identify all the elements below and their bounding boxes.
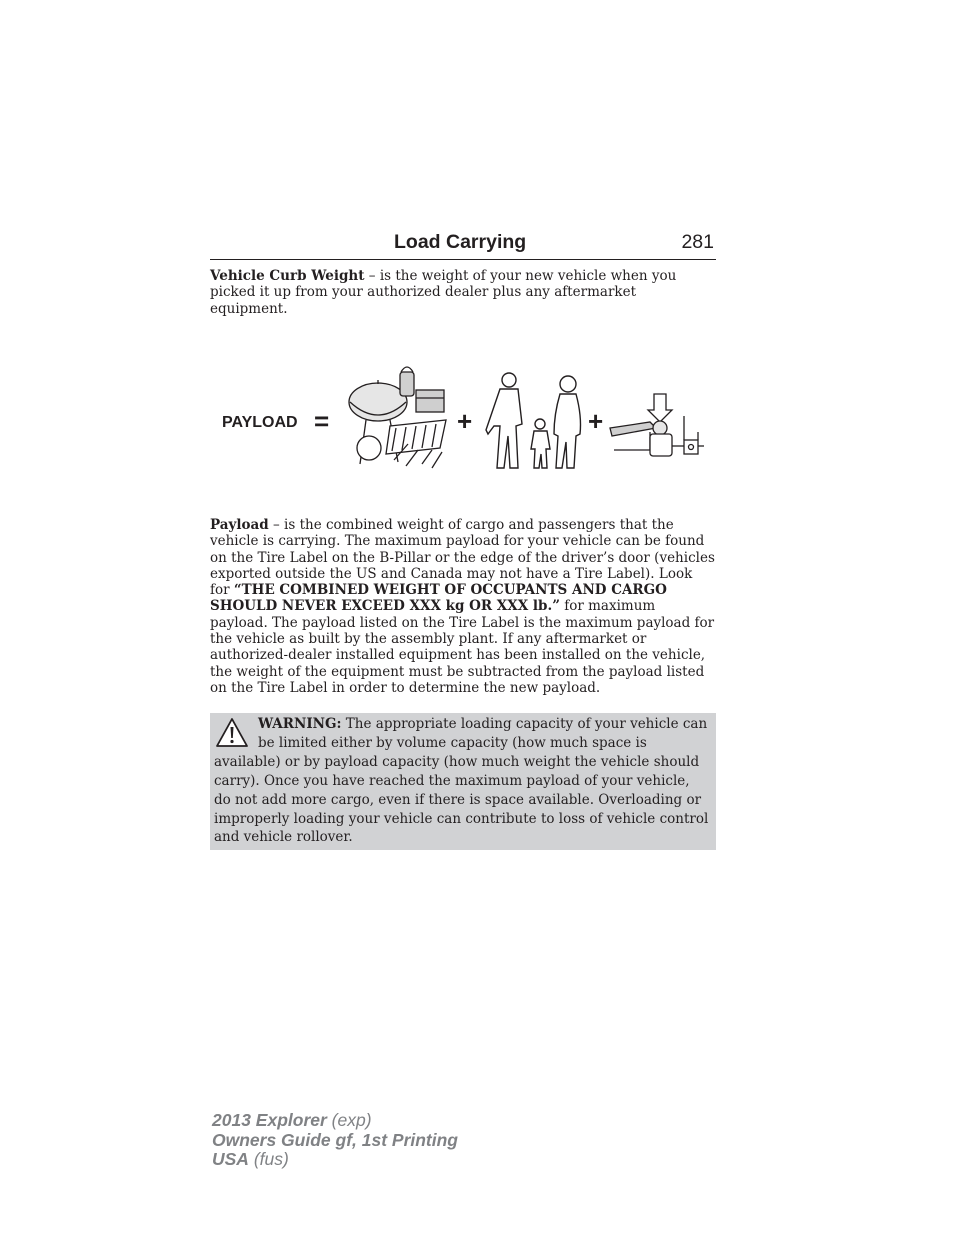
page-header (210, 229, 716, 260)
payload-term: Payload (210, 517, 269, 533)
payload-text-2: for maximum payload. The payload listed on the Tire Label is the maximum payload for the vehicle as built by the assembly plant. If any aftermarket or authorized-dealer installed equipment has been installed on the vehicle, the weight of the equipment must be subtracted from the payload listed on the Tire Label in order to determine the new payload. (210, 598, 715, 696)
warning-label: WARNING: (258, 716, 342, 732)
footer-market-line (212, 1150, 458, 1170)
warning-text: The appropriate loading capacity of your vehicle can be limited either by volume capacity (how much space is available) or by payload capacity (how much weight the vehicle should carry). Once you have reached the maximum payload of your vehicle, do not add more cargo, even if there is space available. Overloading or improperly loading your vehicle can contribute to loss of vehicle control and vehicle rollover. (214, 716, 709, 846)
page-footer (212, 1111, 458, 1170)
plus-sign-1: + (457, 406, 473, 436)
warning-triangle-icon (214, 715, 250, 751)
tire-label-quote: “THE COMBINED WEIGHT OF OCCUPANTS AND CARGO SHOULD NEVER EXCEED XXX kg OR XXX lb.” (210, 582, 667, 615)
footer-model: 2013 Explorer (212, 1110, 327, 1130)
curb-weight-paragraph (210, 268, 716, 317)
section-title: Load Carrying (394, 231, 527, 253)
cargo-icon (349, 367, 446, 468)
payload-label: PAYLOAD (222, 414, 298, 431)
family-icon (486, 373, 581, 468)
footer-market: USA (212, 1149, 249, 1169)
footer-model-code: (exp) (326, 1110, 372, 1130)
curb-weight-text: – is the weight of your new vehicle when you picked it up from your authorized dealer plus any aftermarket equipment. (210, 268, 677, 317)
footer-market-code: (fus) (248, 1149, 289, 1169)
page-number: 281 (681, 231, 714, 253)
footer-guide-line: Owners Guide gf, 1st Printing (212, 1129, 458, 1150)
plus-sign-2: + (588, 406, 604, 436)
hitch-icon (610, 394, 704, 456)
warning-content (214, 715, 710, 847)
warning-box (210, 713, 716, 850)
payload-illustration (210, 356, 716, 478)
footer-model-line (212, 1111, 458, 1131)
curb-weight-term: Vehicle Curb Weight (210, 268, 365, 284)
payload-text-1: – is the combined weight of cargo and passengers that the vehicle is carrying. The maximum payload for your vehicle can be found on the Tire Label on the B-Pillar or the edge of the driver’s door (vehicles exported outside the US and Canada may not have a Tire Label). Look for (210, 517, 715, 599)
equals-sign: = (314, 406, 330, 436)
payload-paragraph (210, 517, 716, 696)
